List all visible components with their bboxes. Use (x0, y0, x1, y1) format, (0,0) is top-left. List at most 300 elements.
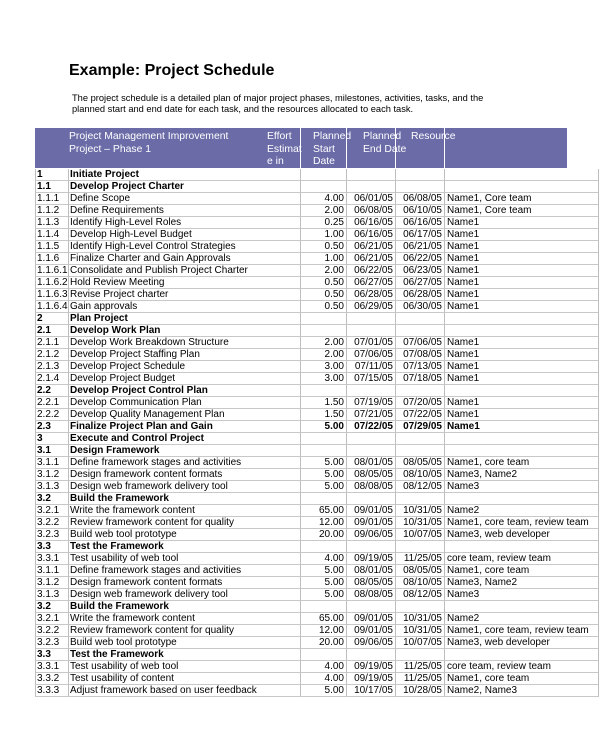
cell-start-date (346, 445, 395, 457)
cell-id: 1.1.3 (35, 217, 68, 229)
schedule-table-body (35, 169, 589, 697)
cell-resource: Name1, core team (444, 457, 599, 469)
cell-task: Define Requirements (68, 205, 300, 217)
cell-start-date: 06/21/05 (346, 241, 395, 253)
cell-end-date: 08/10/05 (395, 469, 444, 481)
cell-end-date: 08/12/05 (395, 589, 444, 601)
table-row (35, 541, 567, 553)
cell-start-date: 07/11/05 (346, 361, 395, 373)
cell-effort: 5.00 (300, 685, 346, 697)
table-header (35, 128, 567, 168)
cell-id: 3 (35, 433, 68, 445)
cell-task: Identify High-Level Control Strategies (68, 241, 300, 253)
cell-end-date: 08/12/05 (395, 481, 444, 493)
cell-resource: Name2, Name3 (444, 685, 599, 697)
cell-id: 1.1.6.1 (37, 265, 68, 276)
cell-resource: Name1 (444, 289, 599, 301)
cell-id: 3.2.2 (35, 625, 68, 637)
cell-id: 1 (35, 169, 68, 181)
cell-id: 2.1.1 (35, 337, 68, 349)
table-row (35, 613, 567, 625)
cell-resource: Name1, Core team (444, 193, 599, 205)
cell-end-date: 10/31/05 (395, 625, 444, 637)
cell-id: 1.1.4 (35, 229, 68, 241)
cell-task: Design framework content formats (68, 469, 300, 481)
cell-resource: Name1 (444, 301, 599, 313)
cell-start-date: 06/27/05 (346, 277, 395, 289)
table-row (35, 385, 567, 397)
cell-end-date: 11/25/05 (395, 661, 444, 673)
cell-task: Test usability of web tool (68, 661, 300, 673)
cell-id: 3.2.3 (35, 529, 68, 541)
table-row (35, 193, 567, 205)
cell-end-date (395, 445, 444, 457)
cell-task: Test usability of content (68, 673, 300, 685)
header-end-line1: Planned (363, 131, 402, 142)
cell-start-date: 08/08/05 (346, 589, 395, 601)
cell-id: 3.3 (35, 541, 68, 553)
cell-effort (300, 385, 346, 397)
cell-resource (444, 601, 599, 613)
cell-start-date (346, 601, 395, 613)
table-row (35, 361, 567, 373)
cell-id: 2.2.1 (35, 397, 68, 409)
cell-id: 2.1 (35, 325, 68, 337)
cell-start-date (346, 325, 395, 337)
cell-start-date (346, 385, 395, 397)
cell-start-date: 07/01/05 (346, 337, 395, 349)
cell-resource: Name3, Name2 (444, 577, 599, 589)
cell-start-date (346, 649, 395, 661)
cell-resource: Name1 (444, 277, 599, 289)
table-row (35, 349, 567, 361)
cell-effort: 1.50 (300, 409, 346, 421)
cell-task: Identify High-Level Roles (68, 217, 300, 229)
cell-end-date (395, 385, 444, 397)
table-row (35, 517, 589, 529)
cell-start-date: 09/06/05 (346, 637, 395, 649)
cell-effort: 20.00 (300, 529, 346, 541)
cell-resource: core team, review team (444, 661, 599, 673)
cell-resource: Name3 (444, 481, 599, 493)
cell-start-date: 07/06/05 (346, 349, 395, 361)
cell-id: 3.3.1 (35, 553, 68, 565)
cell-resource: Name1 (444, 253, 599, 265)
header-start-line1: Planned (313, 131, 352, 142)
cell-effort: 0.50 (300, 301, 346, 313)
header-start-line2: Start (313, 143, 335, 155)
cell-end-date: 11/25/05 (395, 673, 444, 685)
cell-resource: Name1, core team, review team (444, 517, 599, 529)
cell-effort: 3.00 (300, 373, 346, 385)
header-effort-line1: Effort (267, 131, 292, 142)
cell-effort (300, 601, 346, 613)
cell-task: Write the framework content (68, 505, 300, 517)
cell-task: Initiate Project (68, 169, 300, 181)
cell-task: Develop Work Plan (68, 325, 300, 337)
cell-start-date (346, 433, 395, 445)
cell-start-date: 09/19/05 (346, 661, 395, 673)
cell-end-date: 10/07/05 (395, 637, 444, 649)
cell-resource (444, 325, 599, 337)
cell-effort (300, 181, 346, 193)
cell-id: 2.3 (35, 421, 68, 433)
cell-resource: Name1 (444, 265, 599, 277)
header-effort (267, 131, 302, 169)
cell-start-date: 06/16/05 (346, 229, 395, 241)
cell-resource (444, 433, 599, 445)
cell-end-date (395, 181, 444, 193)
cell-task: Test usability of web tool (68, 553, 300, 565)
cell-id: 2.2 (35, 385, 68, 397)
table-row (35, 433, 567, 445)
cell-task: Design Framework (68, 445, 300, 457)
table-row (35, 661, 567, 673)
header-end (363, 131, 406, 156)
cell-end-date (395, 541, 444, 553)
cell-start-date: 08/05/05 (346, 469, 395, 481)
cell-start-date: 07/21/05 (346, 409, 395, 421)
cell-resource (444, 445, 599, 457)
cell-id: 1.1 (35, 181, 68, 193)
header-resource: Resource (411, 131, 456, 142)
cell-resource (444, 181, 599, 193)
cell-start-date: 09/19/05 (346, 553, 395, 565)
header-start-line3: Date (313, 156, 335, 167)
cell-effort: 0.50 (300, 241, 346, 253)
cell-effort: 65.00 (300, 613, 346, 625)
table-row (35, 217, 567, 229)
table-row (35, 493, 567, 505)
cell-start-date: 09/01/05 (346, 613, 395, 625)
table-row (35, 301, 567, 313)
cell-end-date: 07/20/05 (395, 397, 444, 409)
table-row (35, 601, 567, 613)
cell-effort: 5.00 (300, 421, 346, 433)
cell-id: 3.3.3 (35, 685, 68, 697)
table-row (35, 325, 567, 337)
cell-start-date: 09/01/05 (346, 505, 395, 517)
cell-task: Develop Communication Plan (68, 397, 300, 409)
cell-end-date: 07/18/05 (395, 373, 444, 385)
cell-end-date: 06/10/05 (395, 205, 444, 217)
cell-resource: Name1 (444, 397, 599, 409)
cell-resource: Name3 (444, 589, 599, 601)
cell-task: Plan Project (68, 313, 300, 325)
cell-resource: Name3, Name2 (444, 469, 599, 481)
header-task (69, 131, 228, 156)
cell-task: Test the Framework (68, 541, 300, 553)
cell-id: 1.1.6 (35, 253, 68, 265)
table-row (35, 313, 567, 325)
cell-resource: Name2 (444, 613, 599, 625)
cell-start-date (346, 181, 395, 193)
cell-end-date (395, 325, 444, 337)
cell-resource: Name1 (444, 229, 599, 241)
cell-start-date: 06/28/05 (346, 289, 395, 301)
table-row (35, 445, 567, 457)
cell-id: 1.1.6.4 (37, 301, 68, 312)
cell-effort (300, 433, 346, 445)
cell-end-date (395, 649, 444, 661)
cell-end-date: 06/17/05 (395, 229, 444, 241)
cell-resource: Name1 (444, 361, 599, 373)
cell-effort: 5.00 (300, 481, 346, 493)
cell-effort: 12.00 (300, 625, 346, 637)
cell-effort: 3.00 (300, 361, 346, 373)
cell-id: 3.2 (35, 493, 68, 505)
table-row (35, 481, 567, 493)
table-row (35, 649, 567, 661)
cell-start-date (346, 541, 395, 553)
cell-resource: Name1 (444, 409, 599, 421)
cell-id: 3.1.3 (35, 481, 68, 493)
cell-task: Develop Quality Management Plan (68, 409, 300, 421)
header-task-line2: Project – Phase 1 (69, 143, 152, 155)
header-effort-line3: e in (267, 156, 284, 167)
cell-id: 3.2.1 (35, 505, 68, 517)
cell-task: Build web tool prototype (68, 637, 300, 649)
cell-start-date: 06/01/05 (346, 193, 395, 205)
cell-effort: 1.00 (300, 253, 346, 265)
cell-id: 3.2 (35, 601, 68, 613)
cell-id: 1.1.6.3 (37, 289, 68, 300)
cell-end-date: 10/31/05 (395, 613, 444, 625)
table-row (35, 181, 567, 193)
cell-effort: 0.50 (300, 289, 346, 301)
cell-end-date (395, 313, 444, 325)
table-row (35, 241, 567, 253)
cell-task: Design framework content formats (68, 577, 300, 589)
header-task-line1: Project Management Improvement (69, 131, 229, 142)
cell-end-date: 06/30/05 (395, 301, 444, 313)
cell-end-date: 06/23/05 (395, 265, 444, 277)
cell-task: Define framework stages and activities (68, 457, 300, 469)
cell-task: Execute and Control Project (68, 433, 300, 445)
cell-task: Revise Project charter (68, 289, 300, 301)
header-effort-line2: Estimat (267, 143, 302, 155)
cell-start-date: 06/21/05 (346, 253, 395, 265)
table-row (35, 169, 567, 181)
cell-effort: 5.00 (300, 469, 346, 481)
cell-end-date: 06/27/05 (395, 277, 444, 289)
cell-task: Develop Project Staffing Plan (68, 349, 300, 361)
cell-start-date: 08/08/05 (346, 481, 395, 493)
cell-effort (300, 169, 346, 181)
cell-resource: Name1 (444, 241, 599, 253)
cell-task: Hold Review Meeting (68, 277, 300, 289)
cell-id: 3.2.1 (35, 613, 68, 625)
header-start (313, 131, 351, 169)
table-row (35, 229, 567, 241)
cell-effort: 12.00 (300, 517, 346, 529)
cell-resource: Name3, web developer (444, 637, 599, 649)
cell-end-date: 10/31/05 (395, 517, 444, 529)
cell-resource: Name1 (444, 421, 599, 433)
cell-resource (444, 649, 599, 661)
table-row (35, 685, 567, 697)
table-row (35, 529, 567, 541)
table-row (35, 289, 567, 301)
table-row (35, 637, 567, 649)
cell-effort (300, 541, 346, 553)
cell-resource: Name1, core team, review team (444, 625, 599, 637)
cell-end-date: 07/22/05 (395, 409, 444, 421)
cell-id: 2.1.3 (35, 361, 68, 373)
cell-effort: 2.00 (300, 337, 346, 349)
table-row (35, 337, 567, 349)
cell-end-date: 06/08/05 (395, 193, 444, 205)
cell-id: 1.1.6.2 (37, 277, 68, 288)
cell-effort: 1.00 (300, 229, 346, 241)
cell-resource (444, 313, 599, 325)
cell-resource: Name1 (444, 217, 599, 229)
cell-start-date: 06/16/05 (346, 217, 395, 229)
cell-task: Develop Project Control Plan (68, 385, 300, 397)
cell-end-date: 10/31/05 (395, 505, 444, 517)
cell-end-date: 08/05/05 (395, 457, 444, 469)
cell-effort: 4.00 (300, 553, 346, 565)
cell-task: Build the Framework (68, 493, 300, 505)
cell-task: Design web framework delivery tool (68, 481, 300, 493)
cell-id: 3.1.2 (35, 577, 68, 589)
cell-effort: 1.50 (300, 397, 346, 409)
cell-resource (444, 169, 599, 181)
cell-end-date (395, 169, 444, 181)
cell-id: 2.2.2 (35, 409, 68, 421)
cell-start-date: 06/22/05 (346, 265, 395, 277)
cell-task: Review framework content for quality (68, 625, 300, 637)
cell-end-date: 07/29/05 (395, 421, 444, 433)
cell-resource: Name1, Core team (444, 205, 599, 217)
table-row (35, 457, 567, 469)
cell-end-date: 07/06/05 (395, 337, 444, 349)
table-row (35, 265, 567, 277)
cell-id: 3.1.1 (35, 565, 68, 577)
cell-end-date: 06/22/05 (395, 253, 444, 265)
cell-task: Develop Project Budget (68, 373, 300, 385)
cell-task: Build web tool prototype (68, 529, 300, 541)
cell-id: 3.2.3 (35, 637, 68, 649)
cell-start-date: 08/05/05 (346, 577, 395, 589)
table-row (35, 397, 567, 409)
cell-start-date: 09/19/05 (346, 673, 395, 685)
cell-effort: 0.25 (300, 217, 346, 229)
cell-start-date (346, 169, 395, 181)
cell-start-date (346, 313, 395, 325)
cell-resource: Name1, core team (444, 673, 599, 685)
cell-resource: Name1, core team (444, 565, 599, 577)
cell-start-date (346, 493, 395, 505)
cell-task: Review framework content for quality (68, 517, 300, 529)
cell-end-date: 06/28/05 (395, 289, 444, 301)
cell-id: 1.1.2 (35, 205, 68, 217)
cell-task: Develop Work Breakdown Structure (68, 337, 300, 349)
table-row (35, 373, 567, 385)
cell-start-date: 10/17/05 (346, 685, 395, 697)
cell-effort: 2.00 (300, 265, 346, 277)
table-row (35, 505, 567, 517)
cell-resource: Name3, web developer (444, 529, 599, 541)
cell-effort: 5.00 (300, 577, 346, 589)
cell-task: Develop Project Schedule (68, 361, 300, 373)
cell-resource: Name1 (444, 349, 599, 361)
cell-resource (444, 541, 599, 553)
cell-start-date: 08/01/05 (346, 457, 395, 469)
cell-effort: 20.00 (300, 637, 346, 649)
cell-effort (300, 649, 346, 661)
cell-end-date (395, 433, 444, 445)
cell-effort (300, 445, 346, 457)
table-row (35, 565, 567, 577)
cell-effort: 5.00 (300, 589, 346, 601)
cell-task: Finalize Charter and Gain Approvals (68, 253, 300, 265)
cell-start-date: 06/08/05 (346, 205, 395, 217)
table-row (35, 409, 567, 421)
table-row (35, 205, 567, 217)
table-row (35, 673, 567, 685)
cell-task: Finalize Project Plan and Gain (68, 421, 300, 433)
table-row (35, 589, 567, 601)
cell-task: Develop High-Level Budget (68, 229, 300, 241)
cell-end-date: 07/08/05 (395, 349, 444, 361)
cell-task: Define framework stages and activities (68, 565, 300, 577)
cell-id: 3.1.1 (35, 457, 68, 469)
cell-task: Test the Framework (68, 649, 300, 661)
cell-end-date: 10/28/05 (395, 685, 444, 697)
cell-task: Write the framework content (68, 613, 300, 625)
cell-start-date: 09/01/05 (346, 517, 395, 529)
cell-id: 3.3.2 (35, 673, 68, 685)
cell-resource: Name1 (444, 373, 599, 385)
table-row (35, 253, 567, 265)
table-row (35, 421, 567, 433)
cell-effort (300, 325, 346, 337)
cell-end-date: 08/05/05 (395, 565, 444, 577)
cell-id: 3.2.2 (35, 517, 68, 529)
cell-effort: 65.00 (300, 505, 346, 517)
cell-resource: core team, review team (444, 553, 599, 565)
cell-id: 1.1.1 (35, 193, 68, 205)
cell-task: Define Scope (68, 193, 300, 205)
cell-id: 2.1.4 (35, 373, 68, 385)
cell-effort (300, 313, 346, 325)
cell-end-date: 07/13/05 (395, 361, 444, 373)
cell-start-date: 06/29/05 (346, 301, 395, 313)
cell-effort: 4.00 (300, 673, 346, 685)
cell-resource (444, 493, 599, 505)
cell-end-date: 11/25/05 (395, 553, 444, 565)
cell-id: 2.1.2 (35, 349, 68, 361)
cell-effort: 5.00 (300, 457, 346, 469)
cell-end-date (395, 601, 444, 613)
table-row (35, 469, 567, 481)
cell-start-date: 09/01/05 (346, 625, 395, 637)
cell-end-date: 08/10/05 (395, 577, 444, 589)
cell-effort: 4.00 (300, 193, 346, 205)
cell-id: 2 (35, 313, 68, 325)
table-row (35, 553, 567, 565)
cell-resource (444, 385, 599, 397)
cell-task: Adjust framework based on user feedback (68, 685, 300, 697)
cell-effort: 2.00 (300, 349, 346, 361)
cell-task: Design web framework delivery tool (68, 589, 300, 601)
cell-start-date: 08/01/05 (346, 565, 395, 577)
cell-effort (300, 493, 346, 505)
cell-end-date: 06/21/05 (395, 241, 444, 253)
cell-id: 3.1 (35, 445, 68, 457)
cell-end-date: 10/07/05 (395, 529, 444, 541)
